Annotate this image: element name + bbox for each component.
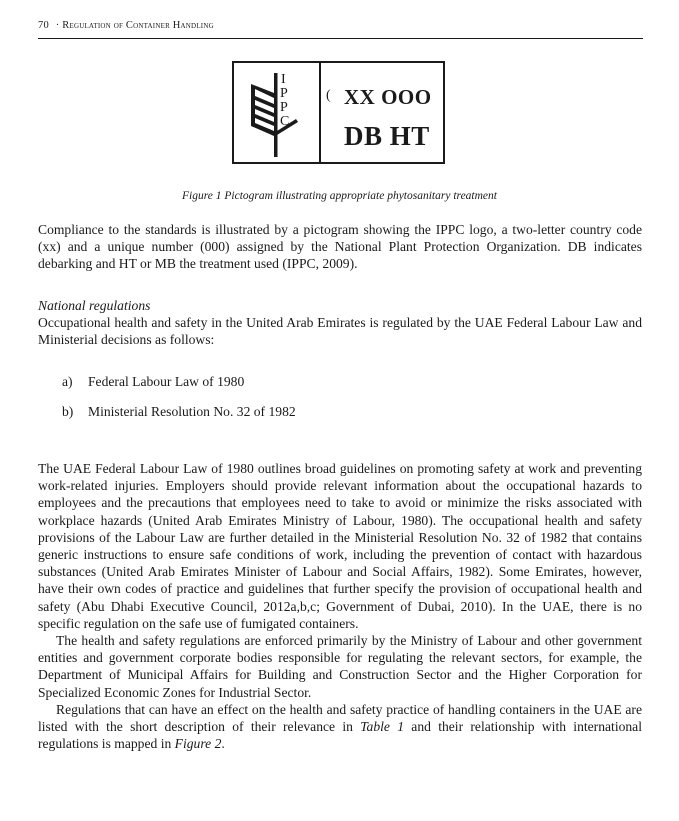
svg-text:I: I	[281, 72, 286, 87]
list-item: b) Ministerial Resolution No. 32 of 1982	[62, 404, 296, 419]
section-heading: National regulations	[38, 298, 151, 313]
page-number: 70	[38, 20, 49, 31]
paragraph-enforcement: The health and safety regulations are enforced primarily by the Ministry of Labour and other government entities and government corporate bodies responsible for regulating the relevant sectors, for example, the Department of Municipal Affairs for Building and Construction Sector and the Higher Corporation for Specialized Economic Zones for Industrial Sector.	[38, 633, 642, 700]
ippc-wheat-logo-icon	[234, 63, 317, 162]
registration-mark: (	[326, 88, 331, 103]
figure-2-reference: Figure 2	[174, 736, 222, 752]
treatment-code: DB HT	[344, 121, 430, 151]
ippc-logo-panel	[234, 63, 321, 162]
running-header	[38, 20, 642, 31]
figure-caption: Figure 1 Pictogram illustrating appropriate phytosanitary treatment	[182, 190, 497, 202]
running-title: Regulation of Container Handling	[62, 20, 214, 31]
svg-text:C: C	[280, 114, 290, 129]
body-text	[38, 460, 642, 752]
treatment-code-panel	[321, 63, 443, 162]
intro-paragraph: Compliance to the standards is illustrated by a pictogram showing the IPPC logo, a two-letter country code (xx) and a unique number (000) assigned by the National Plant Protection Organization. DB indicates debarking and HT or MB the treatment used (IPPC, 2009).	[38, 222, 642, 272]
paragraph-labour-law: The UAE Federal Labour Law of 1980 outlines broad guidelines on promoting safety at work and preventing work-related injuries. Employers should provide relevant information about the occupational hazards to employees and the precautions that employees need to take to avoid or minimize the risks associated with workplace hazards (United Arab Emirates Ministry of Labour, 1980). The occupational health and safety provisions of the Labour Law are further detailed in the Ministerial Resolution No. 32 of 1982 that contains generic instructions to ensure safe conditions of work, including the prevention of contact with hazardous substances (United Arab Emirates Minister of Labour and Social Affairs, 1982). Some Emirates, however, have their own codes of practice and guidelines that further specify the provision of occupational health and safety (Abu Dhabi Executive Council, 2012a,b,c; Government of Dubai, 2010). In the UAE, there is no specific regulation on the safe use of fumigated containers.	[38, 461, 642, 631]
svg-text:P: P	[280, 100, 288, 115]
country-code: XX OOO	[344, 85, 432, 109]
header-separator: ·	[55, 20, 60, 31]
header-rule	[38, 38, 643, 39]
svg-text:P: P	[280, 86, 288, 101]
ippc-pictogram	[232, 61, 445, 164]
table-1-reference: Table 1	[360, 719, 405, 735]
national-regulations-section	[38, 297, 642, 349]
section-intro: Occupational health and safety in the United Arab Emirates is regulated by the UAE Federal Labour Law and Ministerial decisions as follows:	[38, 315, 642, 348]
regulation-list	[62, 373, 296, 420]
paragraph-regulations: Regulations that can have an effect on the health and safety practice of handling containers in the UAE are listed with the short description of their relevance in Table 1 and their relationship with international regulations is mapped in Figure 2.	[38, 701, 642, 752]
list-item: a) Federal Labour Law of 1980	[62, 374, 245, 389]
